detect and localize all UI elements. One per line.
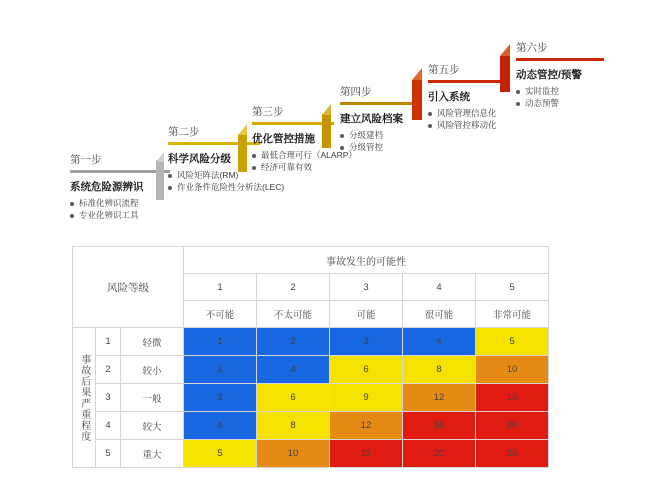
severity-index: 1	[96, 328, 121, 356]
prob-word-2: 不太可能	[257, 301, 330, 328]
list-item: 最低合理可行（ALARP）	[252, 149, 357, 161]
severity-index: 2	[96, 356, 121, 384]
table-row	[73, 356, 549, 384]
step-riser-3	[322, 104, 334, 148]
step-1-heading: 系统危险源辨识	[70, 181, 144, 193]
matrix-cell: 12	[330, 412, 403, 440]
table-row	[73, 440, 549, 468]
matrix-cell: 4	[403, 328, 476, 356]
prob-number-1: 1	[184, 274, 257, 301]
matrix-cell: 4	[184, 412, 257, 440]
matrix-cell: 5	[476, 328, 549, 356]
matrix-cell: 1	[184, 328, 257, 356]
severity-index: 3	[96, 384, 121, 412]
severity-label	[73, 328, 96, 468]
probability-header: 事故发生的可能性	[184, 247, 549, 274]
list-item: 经济可靠有效	[252, 161, 357, 173]
step-5-bullets	[428, 107, 500, 132]
list-item: 作业条件危险性分析法(LEC)	[168, 181, 284, 193]
table-row	[73, 384, 549, 412]
matrix-cell: 3	[330, 328, 403, 356]
step-3-heading: 优化管控措施	[252, 133, 315, 145]
severity-name: 一般	[121, 384, 184, 412]
severity-name: 较小	[121, 356, 184, 384]
step-4-bullets	[340, 129, 422, 154]
six-step-staircase-diagram	[0, 0, 653, 230]
matrix-cell: 8	[257, 412, 330, 440]
step-6-underline	[516, 58, 604, 61]
matrix-cell: 16	[403, 412, 476, 440]
matrix-cell: 15	[330, 440, 403, 468]
step-5-title: 第五步	[428, 64, 460, 76]
step-5-underline	[428, 80, 500, 83]
step-1-underline	[70, 170, 170, 173]
prob-number-3: 3	[330, 274, 403, 301]
step-2-heading: 科学风险分级	[168, 153, 231, 165]
step-6-title: 第六步	[516, 42, 548, 54]
matrix-cell: 9	[330, 384, 403, 412]
step-1-title: 第一步	[70, 154, 102, 166]
prob-word-3: 可能	[330, 301, 403, 328]
severity-name: 较大	[121, 412, 184, 440]
severity-name: 轻微	[121, 328, 184, 356]
prob-word-4: 很可能	[403, 301, 476, 328]
severity-index: 4	[96, 412, 121, 440]
list-item: 风险矩阵法(RM)	[168, 169, 284, 181]
matrix-cell: 5	[184, 440, 257, 468]
table-row	[73, 328, 549, 356]
severity-name: 重大	[121, 440, 184, 468]
step-1-bullets	[70, 197, 170, 222]
matrix-cell: 20	[403, 440, 476, 468]
prob-word-5: 非常可能	[476, 301, 549, 328]
step-riser-2	[238, 124, 250, 172]
matrix-cell: 25	[476, 440, 549, 468]
matrix-cell: 10	[257, 440, 330, 468]
list-item: 标准化辨识流程	[70, 197, 170, 209]
step-6-heading: 动态管控/预警	[516, 69, 582, 81]
matrix-cell: 12	[403, 384, 476, 412]
risk-matrix-table	[72, 246, 549, 468]
matrix-cell: 8	[403, 356, 476, 384]
prob-word-1: 不可能	[184, 301, 257, 328]
step-5-heading: 引入系统	[428, 91, 470, 103]
step-riser-4	[412, 68, 426, 120]
step-6	[516, 40, 604, 110]
matrix-cell: 20	[476, 412, 549, 440]
list-item: 专业化辨识工具	[70, 209, 170, 221]
table-row	[73, 247, 549, 274]
severity-index: 5	[96, 440, 121, 468]
matrix-cell: 10	[476, 356, 549, 384]
step-riser-1	[156, 152, 166, 200]
matrix-cell: 15	[476, 384, 549, 412]
table-row	[73, 412, 549, 440]
matrix-cell: 2	[257, 328, 330, 356]
matrix-cell: 6	[330, 356, 403, 384]
list-item: 分级建档	[340, 129, 422, 141]
matrix-cell: 6	[257, 384, 330, 412]
step-3-title: 第三步	[252, 106, 284, 118]
list-item: 风险管控移动化	[428, 119, 500, 131]
step-4-title: 第四步	[340, 86, 372, 98]
prob-number-5: 5	[476, 274, 549, 301]
list-item: 动态预警	[516, 97, 604, 109]
list-item: 风险管理信息化	[428, 107, 500, 119]
matrix-cell: 3	[184, 384, 257, 412]
step-5	[428, 62, 500, 132]
step-1	[70, 152, 170, 222]
severity-label-text: 事故后果严重程度	[78, 353, 90, 442]
risk-rank-header: 风险等级	[73, 247, 184, 328]
step-6-bullets	[516, 85, 604, 110]
matrix-cell: 2	[184, 356, 257, 384]
matrix-cell: 4	[257, 356, 330, 384]
list-item: 分级管控	[340, 141, 422, 153]
list-item: 实时监控	[516, 85, 604, 97]
prob-number-4: 4	[403, 274, 476, 301]
step-4-underline	[340, 102, 422, 105]
step-4-heading: 建立风险档案	[340, 113, 403, 125]
step-4	[340, 84, 422, 154]
prob-number-2: 2	[257, 274, 330, 301]
step-2-title: 第二步	[168, 126, 200, 138]
step-riser-5	[500, 44, 514, 92]
